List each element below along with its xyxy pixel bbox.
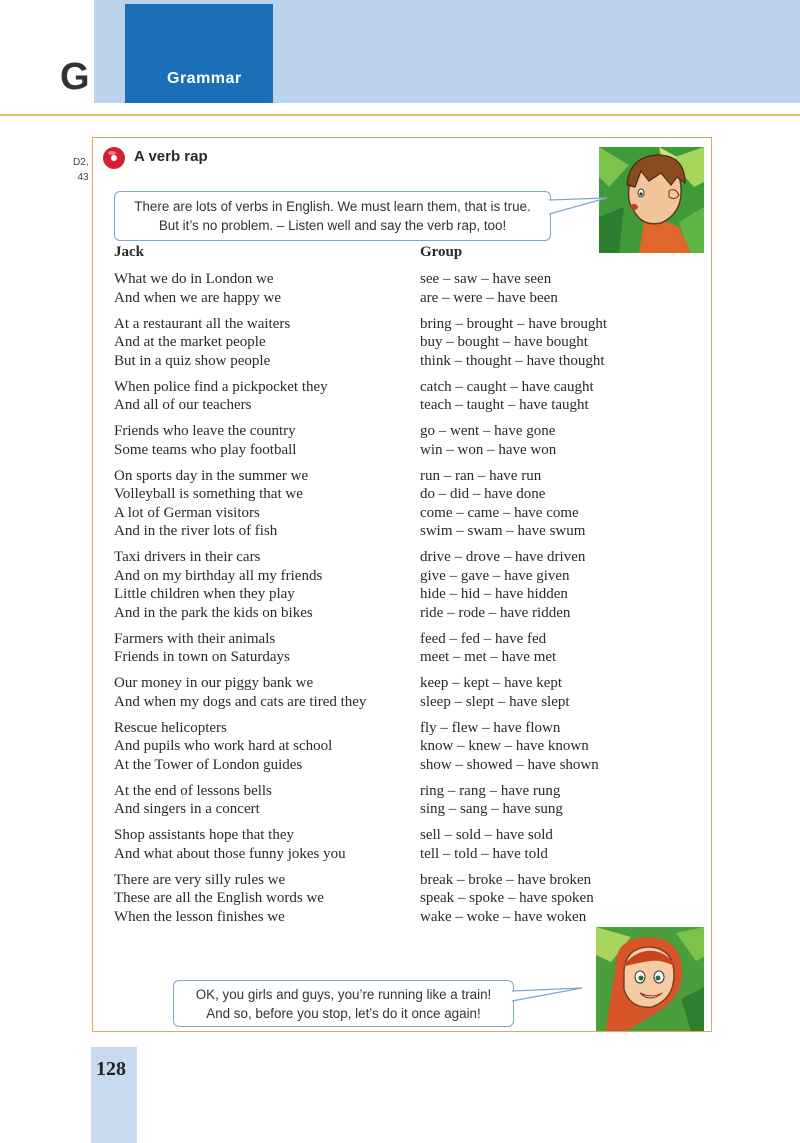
verb-forms-line: tell – told – have told: [420, 845, 548, 862]
jack-line: And in the park the kids on bikes: [114, 604, 313, 621]
verb-forms-line: speak – spoke – have spoken: [420, 890, 594, 906]
verb-forms-line: run – ran – have run: [420, 467, 542, 484]
verb-forms-line: bring – brought – have brought: [420, 315, 608, 332]
jack-line: Friends in town on Saturdays: [114, 649, 290, 665]
verb-forms-line: go – went – have gone: [420, 423, 556, 439]
jack-stanza: [114, 630, 366, 667]
jack-line: Rescue helicopters: [114, 719, 227, 736]
verb-forms-line: think – thought – have thought: [420, 352, 605, 369]
verb-forms-line: show – showed – have shown: [420, 756, 599, 773]
jack-line: Some teams who play football: [114, 441, 297, 458]
group-lines: [420, 270, 607, 934]
verb-forms-line: give – gave – have given: [420, 567, 570, 584]
verb-forms-line: ride – rode – have ridden: [420, 604, 571, 621]
verb-forms-line: do – did – have done: [420, 486, 546, 502]
jack-line: Taxi drivers in their cars: [114, 549, 261, 565]
jack-stanza: [114, 467, 366, 541]
verb-forms-line: meet – met – have met: [420, 649, 557, 665]
bubble-top-tail: [549, 196, 609, 218]
jack-stanza: [114, 378, 366, 415]
track-cd: D2,: [73, 157, 89, 168]
jack-line: And what about those funny jokes you: [114, 845, 346, 862]
jack-line: Our money in our piggy bank we: [114, 675, 314, 691]
jack-stanza: [114, 782, 366, 819]
jack-line: And singers in a concert: [114, 801, 260, 817]
girl-illustration: [596, 927, 704, 1031]
jack-line: On sports day in the summer we: [114, 467, 309, 484]
cd-audio-icon[interactable]: [103, 147, 125, 169]
verb-forms-line: buy – bought – have bought: [420, 334, 588, 350]
header-band: [0, 0, 800, 103]
bubble-bottom-tail: [512, 985, 584, 1007]
jack-line: And at the market people: [114, 334, 266, 350]
jack-line: What we do in London we: [114, 271, 274, 287]
exercise-title: A verb rap: [134, 148, 208, 165]
jack-line: Farmers with their animals: [114, 630, 276, 647]
section-title: Grammar: [167, 70, 242, 87]
jack-stanza: [114, 270, 366, 307]
jack-line: At the end of lessons bells: [114, 782, 272, 799]
verb-forms-line: fly – flew – have flown: [420, 719, 561, 736]
section-tab: [125, 4, 273, 103]
jack-line: A lot of German visitors: [114, 504, 260, 521]
bubble-top-line-1: There are lots of verbs in English. We must learn them, that is true.: [134, 199, 531, 214]
track-number: 43: [77, 172, 89, 183]
group-stanza: [420, 674, 607, 711]
header-rule: [0, 114, 800, 116]
group-stanza: [420, 871, 607, 927]
group-stanza: [420, 378, 607, 415]
jack-stanza: [114, 315, 366, 371]
jack-line: And when my dogs and cats are tired they: [114, 693, 367, 710]
verb-forms-line: wake – woke – have woken: [420, 908, 587, 925]
column-heading-jack: Jack: [114, 244, 144, 260]
verb-forms-line: come – came – have come: [420, 504, 579, 521]
jack-line: At a restaurant all the waiters: [114, 315, 291, 332]
group-stanza: [420, 548, 607, 622]
verb-forms-line: keep – kept – have kept: [420, 675, 563, 691]
jack-line: There are very silly rules we: [114, 871, 286, 888]
speech-bubble-top: [114, 191, 551, 241]
jack-line: Shop assistants hope that they: [114, 827, 294, 843]
page-number: 128: [96, 1058, 126, 1080]
jack-line: But in a quiz show people: [114, 352, 271, 369]
jack-stanza: [114, 826, 366, 863]
jack-line: These are all the English words we: [114, 890, 324, 906]
verb-forms-line: win – won – have won: [420, 441, 557, 458]
verb-forms-line: catch – caught – have caught: [420, 378, 594, 395]
group-stanza: [420, 719, 607, 775]
jack-line: Little children when they play: [114, 586, 295, 602]
group-stanza: [420, 467, 607, 541]
jack-line: When the lesson finishes we: [114, 908, 285, 925]
section-letter: G: [60, 56, 90, 98]
verb-forms-line: ring – rang – have rung: [420, 782, 561, 799]
verb-forms-line: sleep – slept – have slept: [420, 693, 570, 710]
group-stanza: [420, 782, 607, 819]
verb-forms-line: hide – hid – have hidden: [420, 586, 568, 602]
verb-forms-line: feed – fed – have fed: [420, 630, 547, 647]
jack-line: And on my birthday all my friends: [114, 567, 323, 584]
jack-line: Friends who leave the country: [114, 423, 296, 439]
verb-forms-line: swim – swam – have swum: [420, 523, 586, 539]
jack-stanza: [114, 548, 366, 622]
group-stanza: [420, 270, 607, 307]
group-stanza: [420, 315, 607, 371]
verb-forms-line: break – broke – have broken: [420, 871, 592, 888]
jack-stanza: [114, 871, 366, 927]
verb-forms-line: know – knew – have known: [420, 738, 589, 754]
group-stanza: [420, 826, 607, 863]
jack-line: At the Tower of London guides: [114, 756, 303, 773]
bubble-bottom-line-1: OK, you girls and guys, you’re running like a train!: [195, 987, 492, 1002]
verb-forms-line: see – saw – have seen: [420, 271, 552, 287]
jack-stanza: [114, 422, 366, 459]
jack-stanza: [114, 674, 366, 711]
jack-stanza: [114, 719, 366, 775]
group-stanza: [420, 422, 607, 459]
jack-line: And pupils who work hard at school: [114, 738, 333, 754]
boy-illustration: [599, 147, 704, 253]
jack-line: When police find a pickpocket they: [114, 378, 328, 395]
audio-track-label: [73, 155, 89, 185]
jack-line: And all of our teachers: [114, 397, 252, 413]
verb-forms-line: sing – sang – have sung: [420, 801, 563, 817]
jack-line: And when we are happy we: [114, 289, 282, 306]
bubble-bottom-line-2: And so, before you stop, let’s do it once again!: [206, 1006, 481, 1021]
bubble-top-line-2: But it’s no problem. – Listen well and say the verb rap, too!: [158, 218, 507, 233]
verb-forms-line: sell – sold – have sold: [420, 827, 553, 843]
verb-forms-line: are – were – have been: [420, 289, 558, 306]
jack-line: Volleyball is something that we: [114, 486, 303, 502]
jack-lines: [114, 270, 366, 934]
verb-forms-line: drive – drove – have driven: [420, 549, 586, 565]
verb-forms-line: teach – taught – have taught: [420, 397, 589, 413]
group-stanza: [420, 630, 607, 667]
jack-line: And in the river lots of fish: [114, 523, 278, 539]
column-heading-group: Group: [420, 244, 463, 260]
speech-bubble-bottom: [173, 980, 514, 1027]
